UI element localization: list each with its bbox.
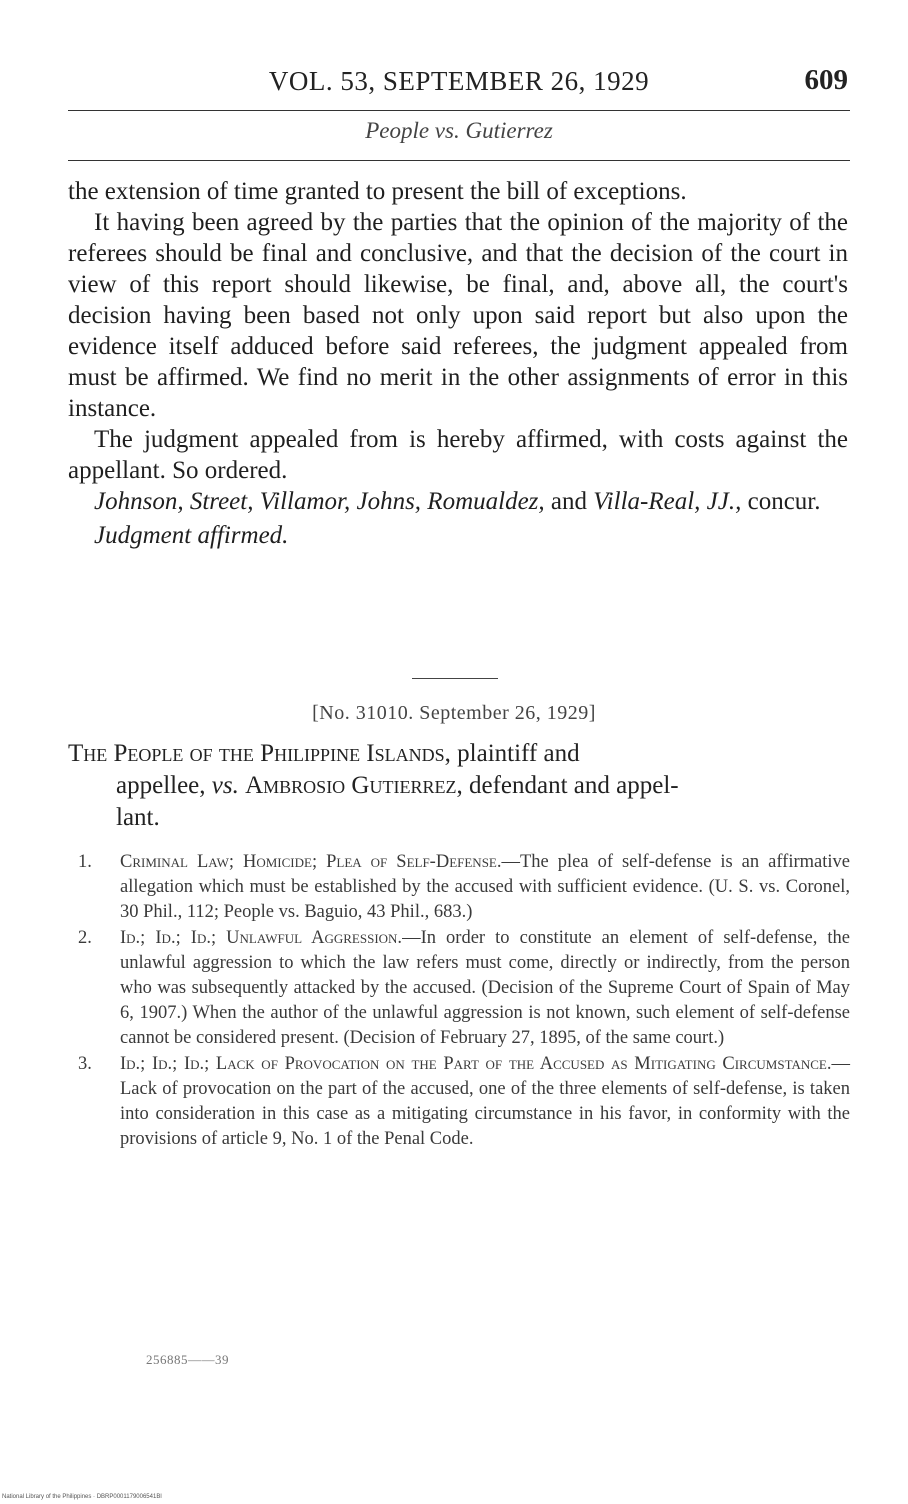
header-rule-bottom bbox=[68, 160, 850, 161]
syllabus-number: 2. bbox=[78, 928, 92, 949]
syllabus-text: —In order to constitute an element of self-defense, the unlawful aggression to which the law refers must come, directly or indirectly, from the person who was subsequently attacked by the accused. (Decision of the Supreme Court of Spain of May 6, 1907.) When the author of the unlawful aggression is not known, such element of self-defense cannot be considered present. (Decision of February 27, 1895, of the same court.) bbox=[120, 928, 850, 1048]
case-title bbox=[68, 738, 850, 834]
case-title-continued bbox=[68, 770, 850, 802]
syllabus-text: —The plea of self-defense is an affirmative allegation which must be established by the accused with sufficient evidence. (U. S. vs. Coronel, 30 Phil., 112; People vs. Baguio, 43 Phil., 683.) bbox=[120, 852, 850, 922]
case-title-end: lant. bbox=[116, 804, 160, 831]
page-number: 609 bbox=[804, 64, 848, 96]
defendant-role: defendant and appel- bbox=[468, 772, 679, 799]
paragraph-continuation: the extension of time granted to present the bill of exceptions. bbox=[68, 178, 687, 205]
plaintiff-role: plaintiff and bbox=[457, 740, 580, 767]
syllabus-text: —Lack of provocation on the part of the accused, one of the three elements of self-defense, is taken into consideration in this case as a mitigating circumstance in his favor, in conformity with the provisions of article 9, No. 1 of the Penal Code. bbox=[120, 1054, 850, 1149]
syllabus-item bbox=[80, 1052, 850, 1151]
syllabus-item bbox=[80, 926, 850, 1050]
versus: vs. bbox=[211, 772, 239, 799]
defendant-name: Ambrosio Gutierrez, bbox=[245, 772, 463, 799]
syllabus-number: 1. bbox=[78, 852, 92, 872]
syllabus bbox=[80, 850, 850, 1154]
section-divider bbox=[412, 678, 498, 679]
concurring-justices: Johnson, Street, Villamor, Johns, Romualdez, bbox=[94, 488, 545, 515]
syllabus-heading: Criminal Law; Homicide; Plea of Self-Defense. bbox=[120, 852, 502, 872]
header-rule-top bbox=[68, 110, 850, 111]
concurring-last-justice: Villa-Real, JJ., bbox=[593, 488, 742, 515]
printer-code: 256885——39 bbox=[146, 1352, 229, 1367]
judgment-line: Judgment affirmed. bbox=[94, 522, 289, 549]
appellee-label: appellee, bbox=[116, 772, 206, 799]
concurrence bbox=[94, 486, 848, 517]
concur-and: and bbox=[550, 488, 588, 515]
page-header bbox=[68, 62, 850, 106]
syllabus-item bbox=[80, 850, 850, 924]
scan-source-label: National Library of the Philippines · DBRP0001179006541Bl bbox=[2, 1494, 162, 1500]
running-head: People vs. Gutierrez bbox=[365, 118, 553, 143]
plaintiff-name: The People of the Philippine Islands, bbox=[68, 740, 451, 767]
case-number: [No. 31010. September 26, 1929] bbox=[312, 702, 596, 724]
syllabus-number: 3. bbox=[78, 1054, 92, 1075]
paragraph-disposition: The judgment appealed from is hereby affirmed, with costs against the appellant. So ordered. bbox=[68, 426, 848, 484]
volume-date-title: VOL. 53, SEPTEMBER 26, 1929 bbox=[268, 66, 650, 96]
opinion-body bbox=[68, 176, 848, 551]
paragraph-ruling: It having been agreed by the parties that the opinion of the majority of the referees should be final and conclusive, and that the decision of the court in view of this report should likewise, be final, and, above all, the court's decision having been based not only upon said report but also upon the evidence itself adduced before said referees, the judgment appealed from must be affirmed. We find no merit in the other assignments of error in this instance. bbox=[68, 209, 848, 422]
syllabus-heading: Id.; Id.; Id.; Unlawful Aggression. bbox=[120, 928, 403, 949]
concur-verb: concur. bbox=[747, 488, 821, 515]
syllabus-heading: Id.; Id.; Id.; Lack of Provocation on the Part of the Accused as Mitigating Circumstance. bbox=[120, 1054, 832, 1075]
